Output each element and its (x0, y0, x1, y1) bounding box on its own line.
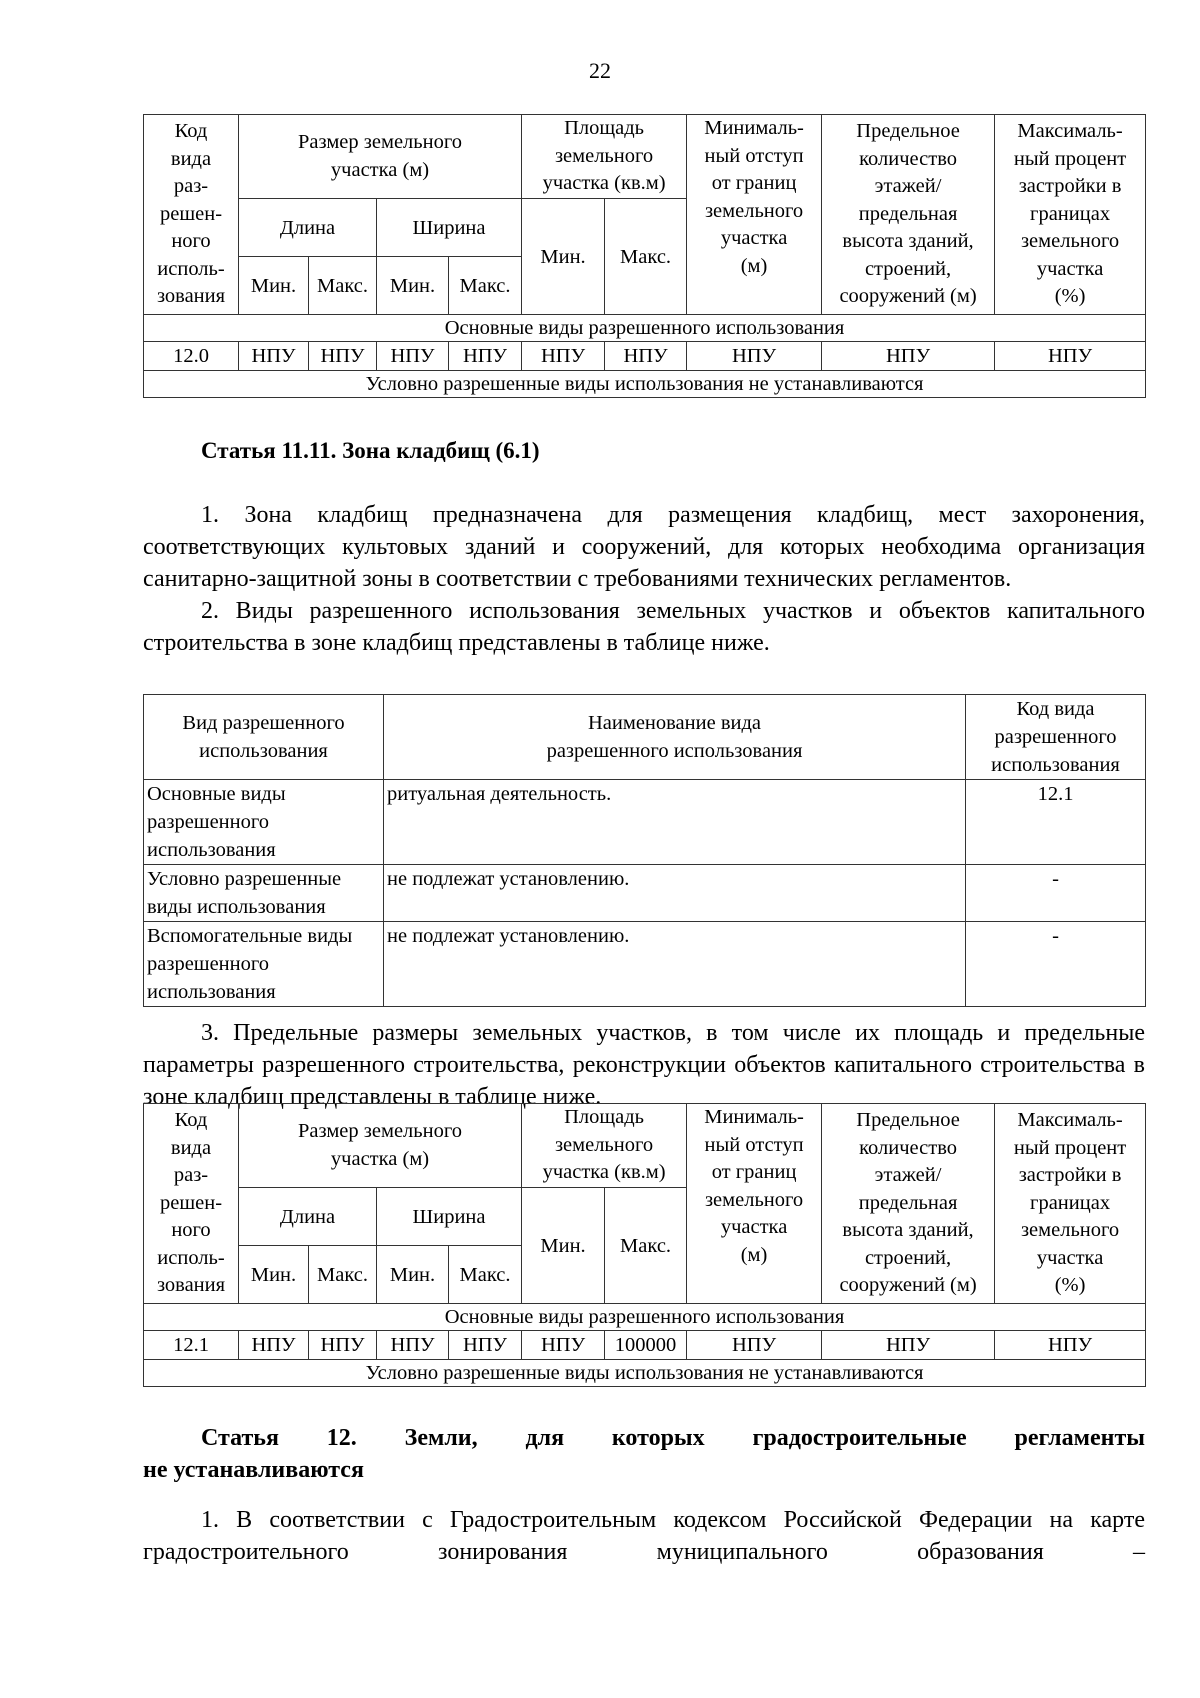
header-plot-size: Размер земельного участка (м) (239, 115, 522, 199)
header-length-max: Макс. (309, 1246, 377, 1304)
uses-header-code: Код вида разрешенного использования (966, 695, 1146, 780)
header-floors: Предельное количество этажей/ предельная высота зданий, строений, сооружений (м) (822, 115, 995, 315)
table-cell: НПУ (995, 1331, 1146, 1360)
table-cell: НПУ (309, 342, 377, 371)
section-main-uses: Основные виды разрешенного использования (144, 1304, 1146, 1331)
text-block (143, 499, 1145, 659)
header-width-max: Макс. (449, 1246, 522, 1304)
table-cell: 12.0 (144, 342, 239, 371)
header-length: Длина (239, 199, 377, 257)
article-heading: Статья 11.11. Зона кладбищ (6.1) (201, 438, 540, 463)
header-coverage: Максималь- ный процент застройки в границах земельного участка (%) (995, 1104, 1146, 1304)
paragraph: 3. Предельные размеры земельных участков, в том числе их площадь и предельные параметры разрешенного строительства, реконструкции объектов капитального строительства в зоне кладбищ представлены в таблице ниже. (143, 1020, 1145, 1110)
header-length: Длина (239, 1188, 377, 1246)
page-number: 22 (589, 58, 611, 83)
header-area-min: Мин. (522, 1188, 605, 1304)
header-area-min: Мин. (522, 199, 605, 315)
header-code: Код вида раз- решен- ного исполь- зования (144, 1104, 239, 1304)
article-heading-line: Статья 12. Земли, для которых градостроительные регламенты (201, 1425, 1145, 1451)
params-table-2 (143, 1103, 1146, 1387)
table-cell: НПУ (239, 1331, 309, 1360)
table-cell: НПУ (822, 1331, 995, 1360)
table-cell: НПУ (449, 342, 522, 371)
header-setback: Минималь- ный отступ от границ земельного участка (м) (687, 115, 822, 315)
table-cell: НПУ (239, 342, 309, 371)
table-cell: НПУ (687, 1331, 822, 1360)
article-heading-line: не устанавливаются (143, 1457, 364, 1483)
uses-row-name: ритуальная деятельность. (384, 780, 966, 865)
table-cell: НПУ (687, 342, 822, 371)
paragraph: 1. Зона кладбищ предназначена для размещения кладбищ, мест захоронения, соответствующих культовых зданий и сооружений, для которых необходима организация санитарно-защитной зоны в соответствии с требованиями технических регламентов. (143, 502, 1145, 592)
table-cell: НПУ (822, 342, 995, 371)
uses-row-code: - (966, 865, 1146, 922)
table-cell: НПУ (377, 342, 449, 371)
table-cell: НПУ (995, 342, 1146, 371)
uses-row-name: не подлежат установлению. (384, 865, 966, 922)
uses-header-name: Наименование вида разрешенного использования (384, 695, 966, 780)
paragraph: 2. Виды разрешенного использования земельных участков и объектов капитального строительства в зоне кладбищ представлены в таблице ниже. (143, 598, 1145, 656)
header-length-min: Мин. (239, 257, 309, 315)
section-conditional-uses: Условно разрешенные виды использования не устанавливаются (144, 1360, 1146, 1387)
section-conditional-uses: Условно разрешенные виды использования не устанавливаются (144, 371, 1146, 398)
uses-row-code: - (966, 922, 1146, 1007)
table-cell: НПУ (449, 1331, 522, 1360)
header-area-max: Макс. (605, 199, 687, 315)
header-area-max: Макс. (605, 1188, 687, 1304)
text-block (143, 1017, 1145, 1113)
table-cell: НПУ (309, 1331, 377, 1360)
table-cell: 12.1 (144, 1331, 239, 1360)
header-coverage: Максималь- ный процент застройки в границах земельного участка (%) (995, 115, 1146, 315)
uses-row-type: Вспомогательные виды разрешенного использования (144, 922, 384, 1007)
params-table-1 (143, 114, 1146, 398)
uses-table (143, 694, 1146, 1007)
header-setback: Минималь- ный отступ от границ земельного участка (м) (687, 1104, 822, 1304)
header-length-max: Макс. (309, 257, 377, 315)
header-plot-size: Размер земельного участка (м) (239, 1104, 522, 1188)
uses-header-type: Вид разрешенного использования (144, 695, 384, 780)
table-cell: НПУ (605, 342, 687, 371)
uses-row-code: 12.1 (966, 780, 1146, 865)
uses-row-type: Основные виды разрешенного использования (144, 780, 384, 865)
header-width-min: Мин. (377, 257, 449, 315)
header-area: Площадь земельного участка (кв.м) (522, 115, 687, 199)
paragraph: 1. В соответствии с Градостроительным кодексом Российской Федерации на карте градостроительного зонирования муниципального образования – (143, 1507, 1145, 1565)
uses-row-name: не подлежат установлению. (384, 922, 966, 1007)
text-block (143, 1504, 1145, 1568)
header-floors: Предельное количество этажей/ предельная высота зданий, строений, сооружений (м) (822, 1104, 995, 1304)
header-width: Ширина (377, 1188, 522, 1246)
table-cell: НПУ (522, 1331, 605, 1360)
section-main-uses: Основные виды разрешенного использования (144, 315, 1146, 342)
header-code: Код вида раз- решен- ного исполь- зования (144, 115, 239, 315)
header-width: Ширина (377, 199, 522, 257)
article-heading (143, 1422, 1145, 1486)
header-width-max: Макс. (449, 257, 522, 315)
uses-row-type: Условно разрешенные виды использования (144, 865, 384, 922)
header-length-min: Мин. (239, 1246, 309, 1304)
table-cell: 100000 (605, 1331, 687, 1360)
header-width-min: Мин. (377, 1246, 449, 1304)
header-area: Площадь земельного участка (кв.м) (522, 1104, 687, 1188)
table-cell: НПУ (377, 1331, 449, 1360)
table-cell: НПУ (522, 342, 605, 371)
